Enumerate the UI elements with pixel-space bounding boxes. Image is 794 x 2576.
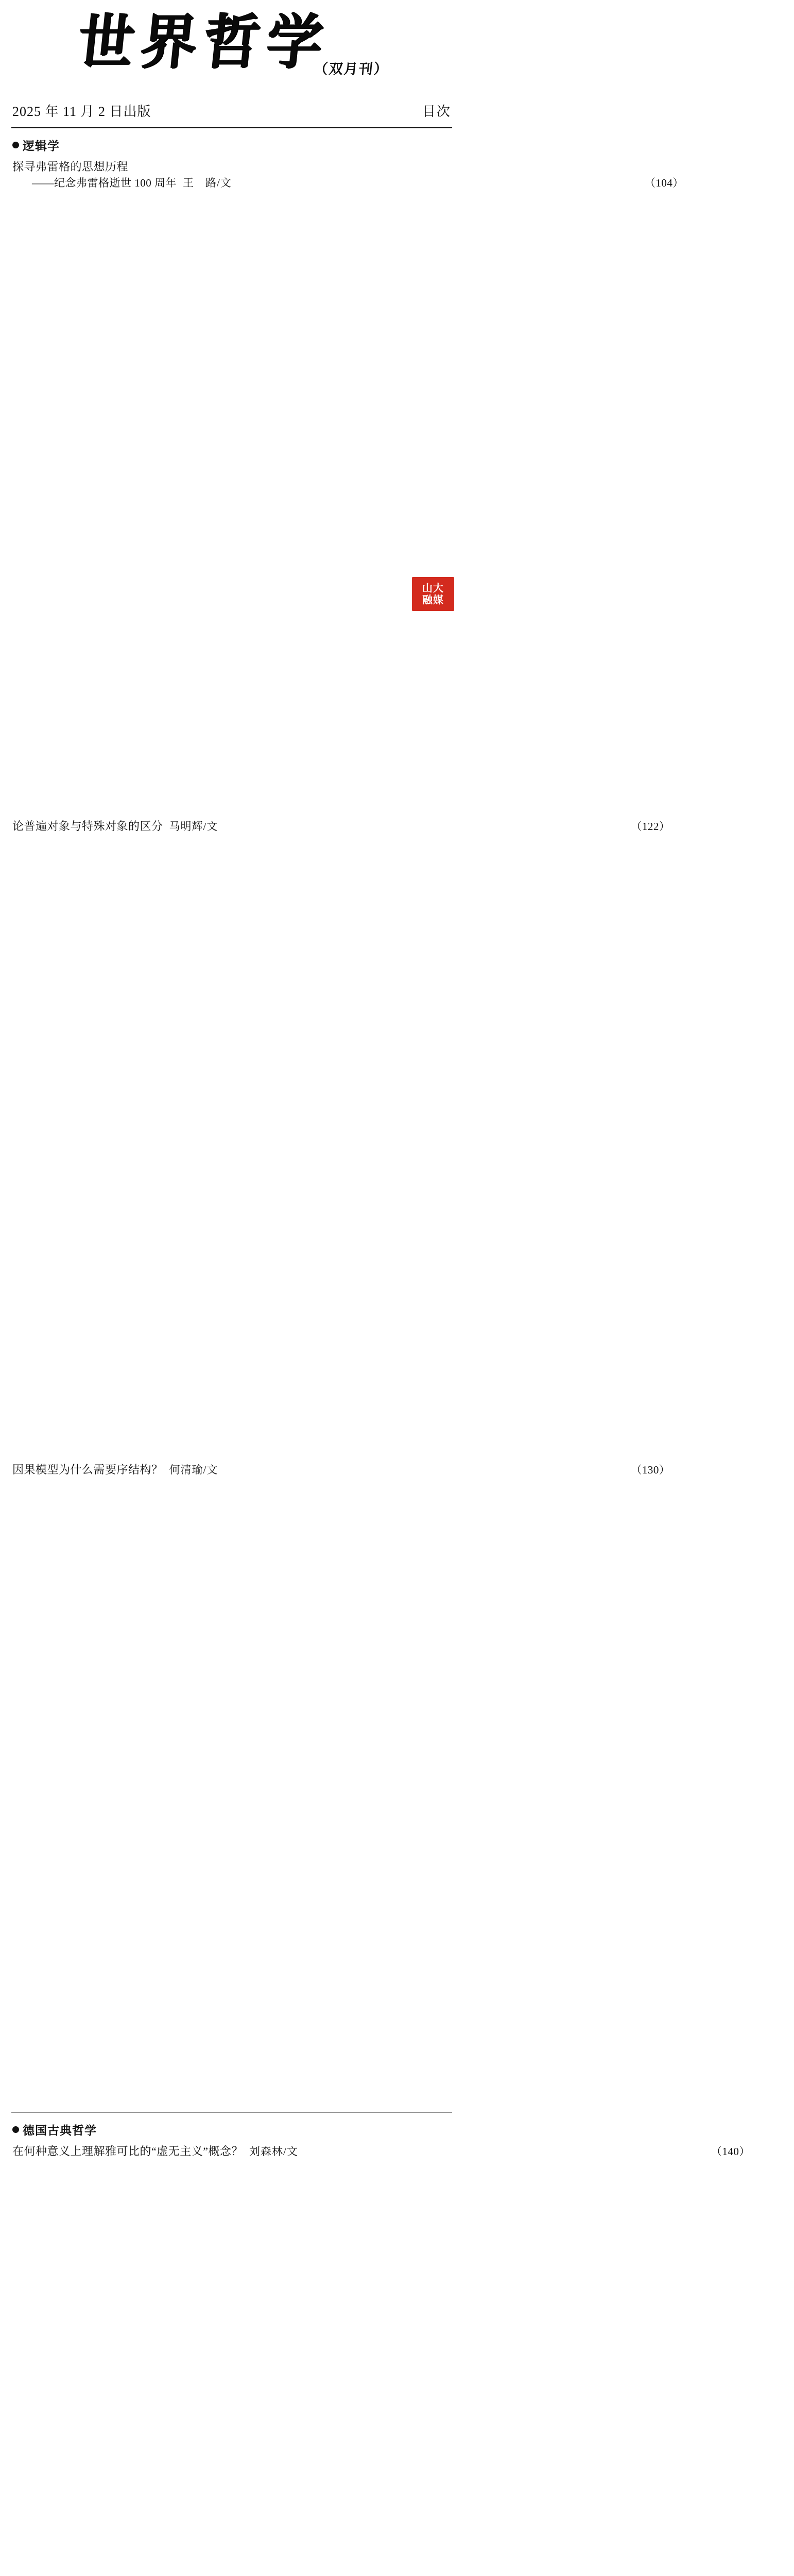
entry-page: （122） [631,820,670,833]
journal-title: 世界哲学 [74,8,334,77]
toc-entry[interactable] [12,1462,670,2103]
entry-page: （140） [711,2145,750,2158]
entry-page: （130） [631,1463,670,1476]
entry-title: 因果模型为什么需要序结构？ [12,1463,163,1476]
entry-page: （104） [644,176,684,189]
watermark-logo [412,577,454,611]
toc-section [11,2113,750,2576]
bullet-icon [12,2126,19,2133]
entry-title: 探寻弗雷格的思想历程 [12,160,129,173]
entry-title: 论普遍对象与特殊对象的区分 [12,819,163,833]
watermark-line-2: 融媒 [422,594,444,606]
toc-section [11,128,684,2112]
entry-title: 在何种意义上理解雅可比的“虚无主义”概念？ [12,2144,244,2158]
section-heading-label: 逻辑学 [23,140,60,153]
entry-author: 王 路/文 [183,176,232,189]
entry-author: 何清瑜/文 [169,1463,218,1476]
sections-container [11,128,750,2576]
entry-title-row [12,2143,750,2576]
periodicity-label: （双月刊） [313,61,390,77]
entry-title-row [12,818,670,1460]
toc-entry[interactable] [12,159,684,816]
entry-title-row [12,1462,670,2103]
entry-author: 马明辉/文 [169,820,218,833]
toc-entry[interactable] [12,818,670,1460]
bullet-icon [12,142,19,148]
section-heading [12,137,451,154]
entry-subtitle-row [12,175,684,816]
toc-label: 目次 [422,104,451,119]
masthead [11,0,452,94]
watermark-line-1: 山大 [422,582,444,594]
entry-author: 刘森林/文 [249,2145,298,2158]
issue-date: 2025 年 11 月 2 日出版 [12,104,151,119]
section-heading-label: 德国古典哲学 [23,2124,97,2138]
section-heading [12,2121,451,2138]
entry-subtitle: ——纪念弗雷格逝世 100 周年 [32,176,177,189]
issue-row [11,94,452,125]
toc-entry[interactable] [12,2143,750,2576]
